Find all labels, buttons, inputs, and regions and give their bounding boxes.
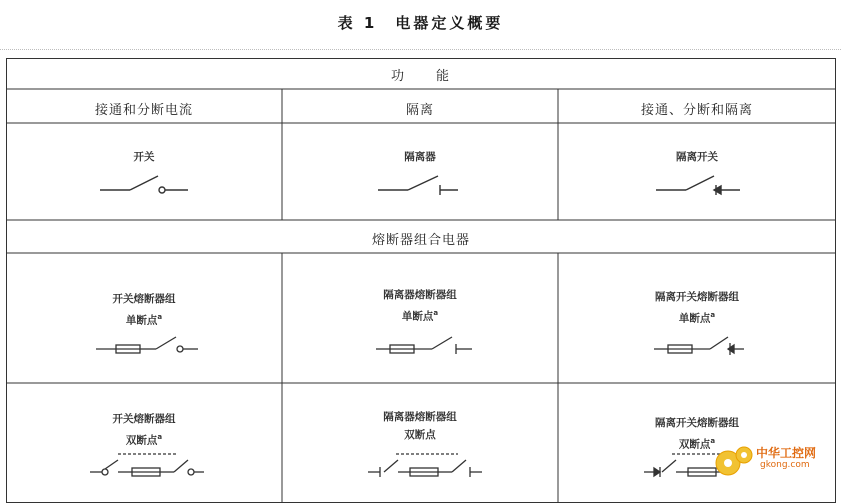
column-header-make-break: 接通和分断电流 <box>94 103 193 118</box>
watermark-url: gkong.com <box>760 460 810 470</box>
disconnector-symbol-icon <box>374 170 474 200</box>
dotted-divider <box>0 49 841 50</box>
function-header: 功 能 <box>390 69 451 84</box>
column-header-make-break-isolate: 接通、分断和隔离 <box>640 103 753 118</box>
label-switch-disconnector: 隔离开关 <box>676 151 718 163</box>
label-switch-fuse-single: 开关熔断器组 单断点$^a$ <box>112 293 176 327</box>
label-switch-disconnector-fuse-single: 隔离开关熔断器组 单断点$^a$ <box>655 291 739 325</box>
switch-disconnector-fuse-single-symbol-icon <box>652 333 762 363</box>
label-switch-disconnector-fuse-double: 隔离开关熔断器组 双断点$^a$ <box>655 417 739 451</box>
switch-fuse-single-symbol-icon <box>94 333 204 363</box>
disconnector-fuse-single-symbol-icon <box>374 333 484 363</box>
switch-disconnector-symbol-icon <box>652 170 752 200</box>
watermark-name: 中华工控网 <box>756 446 817 460</box>
label-disconnector-fuse-double: 隔离器熔断器组 双断点 <box>383 411 457 441</box>
label-switch-fuse-double: 开关熔断器组 双断点$^a$ <box>112 413 176 447</box>
label-disconnector-fuse-single: 隔离器熔断器组 单断点$^a$ <box>383 289 457 323</box>
switch-symbol-icon <box>96 170 196 200</box>
fuse-combination-section-label: 熔断器组合电器 <box>371 233 470 248</box>
table-title: 表 1 电器定义概要 <box>337 14 504 32</box>
switch-fuse-double-symbol-icon <box>88 450 208 484</box>
disconnector-fuse-double-symbol-icon <box>366 450 486 484</box>
label-switch: 开关 <box>133 151 155 163</box>
label-disconnector: 隔离器 <box>404 151 436 163</box>
column-header-isolate: 隔离 <box>405 103 434 118</box>
